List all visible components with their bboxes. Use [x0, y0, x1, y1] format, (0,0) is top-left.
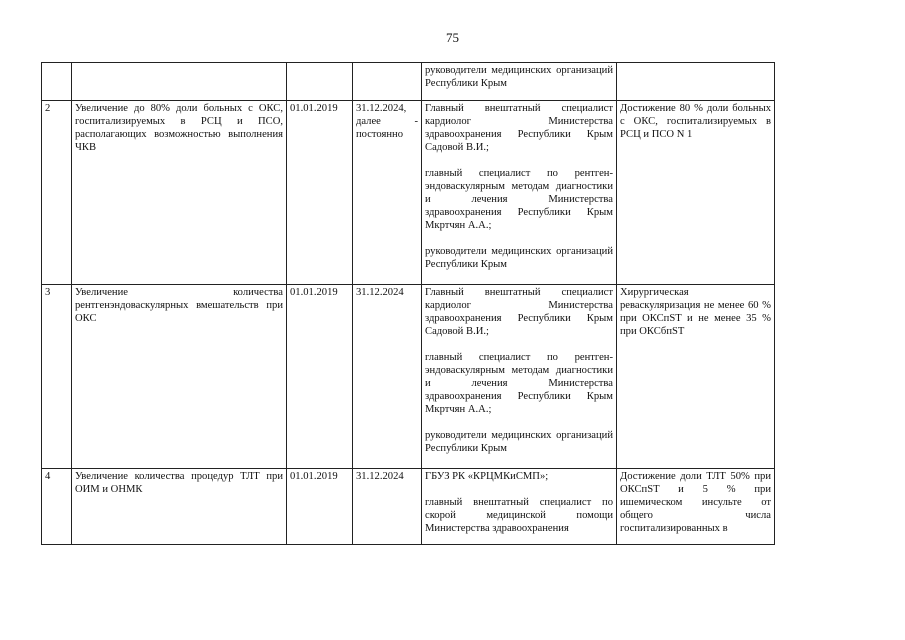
- table-row: [42, 285, 775, 469]
- result-cell: Хирургическая реваскуляризация не менее 60 % при ОКСпST и не менее 35 % при ОКСбпST: [617, 285, 775, 469]
- responsible-cell: [422, 285, 617, 469]
- row-number-cell: 4: [42, 469, 72, 545]
- responsible-entry: главный специалист по рентген-эндоваскулярным методам диагностики и лечения Министерства здравоохранения Республики Крым Мкртчян А.А.;: [425, 168, 613, 231]
- row-number-cell: 2: [42, 101, 72, 285]
- task-cell: [72, 63, 287, 101]
- start-date-cell: [287, 63, 353, 101]
- result-cell-content: Достижение доли ТЛТ 50% при ОКСпST и 5 % при ишемическом инсульте от общего числа госпитализированных в: [620, 471, 771, 534]
- measures-table: [41, 62, 775, 545]
- end-date-cell: [353, 63, 422, 101]
- task-cell: Увеличение до 80% доли больных с ОКС, госпитализируемых в РСЦ и ПСО, располагающих возможностью выполнения ЧКВ: [72, 101, 287, 285]
- result-cell: Достижение 80 % доли больных с ОКС, госпитализируемых в РСЦ и ПСО N 1: [617, 101, 775, 285]
- row-number-cell: 3: [42, 285, 72, 469]
- start-date-cell: 01.01.2019: [287, 469, 353, 545]
- table-row: [42, 101, 775, 285]
- responsible-entry: главный внештатный специалист по скорой медицинской помощи Министерства здравоохранения: [425, 497, 613, 534]
- responsible-cell: [422, 63, 617, 101]
- responsible-cell: [422, 469, 617, 545]
- responsible-entry: главный специалист по рентген-эндоваскулярным методам диагностики и лечения Министерства здравоохранения Республики Крым Мкртчян А.А.;: [425, 352, 613, 415]
- responsible-entry: Главный внештатный специалист кардиолог Министерства здравоохранения Республики Крым Садовой В.И.;: [425, 287, 613, 337]
- table-row: [42, 469, 775, 545]
- end-date-cell: 31.12.2024: [353, 469, 422, 545]
- page-number: 75: [446, 30, 459, 45]
- task-cell: Увеличение количества процедур ТЛТ при ОИМ и ОНМК: [72, 469, 287, 545]
- result-cell: [617, 63, 775, 101]
- result-cell: [617, 469, 775, 545]
- responsible-entry: руководители медицинских организаций Республики Крым: [425, 246, 613, 270]
- responsible-entry: ГБУЗ РК «КРЦМКиСМП»;: [425, 471, 549, 482]
- start-date-cell: 01.01.2019: [287, 285, 353, 469]
- row-number-cell: [42, 63, 72, 101]
- start-date-cell: 01.01.2019: [287, 101, 353, 285]
- end-date-cell: 31.12.2024: [353, 285, 422, 469]
- responsible-entry: Главный внештатный специалист кардиолог Министерства здравоохранения Республики Крым Садовой В.И.;: [425, 103, 613, 153]
- responsible-cell-content: [425, 470, 613, 535]
- responsible-entry: руководители медицинских организаций Республики Крым: [425, 430, 613, 454]
- table-row: [42, 63, 775, 101]
- responsible-entry: руководители медицинских организаций Республики Крым: [425, 65, 613, 89]
- responsible-cell: [422, 101, 617, 285]
- task-cell: Увеличение количества рентгенэндоваскулярных вмешательств при ОКС: [72, 285, 287, 469]
- end-date-cell: 31.12.2024, далее - постоянно: [353, 101, 422, 285]
